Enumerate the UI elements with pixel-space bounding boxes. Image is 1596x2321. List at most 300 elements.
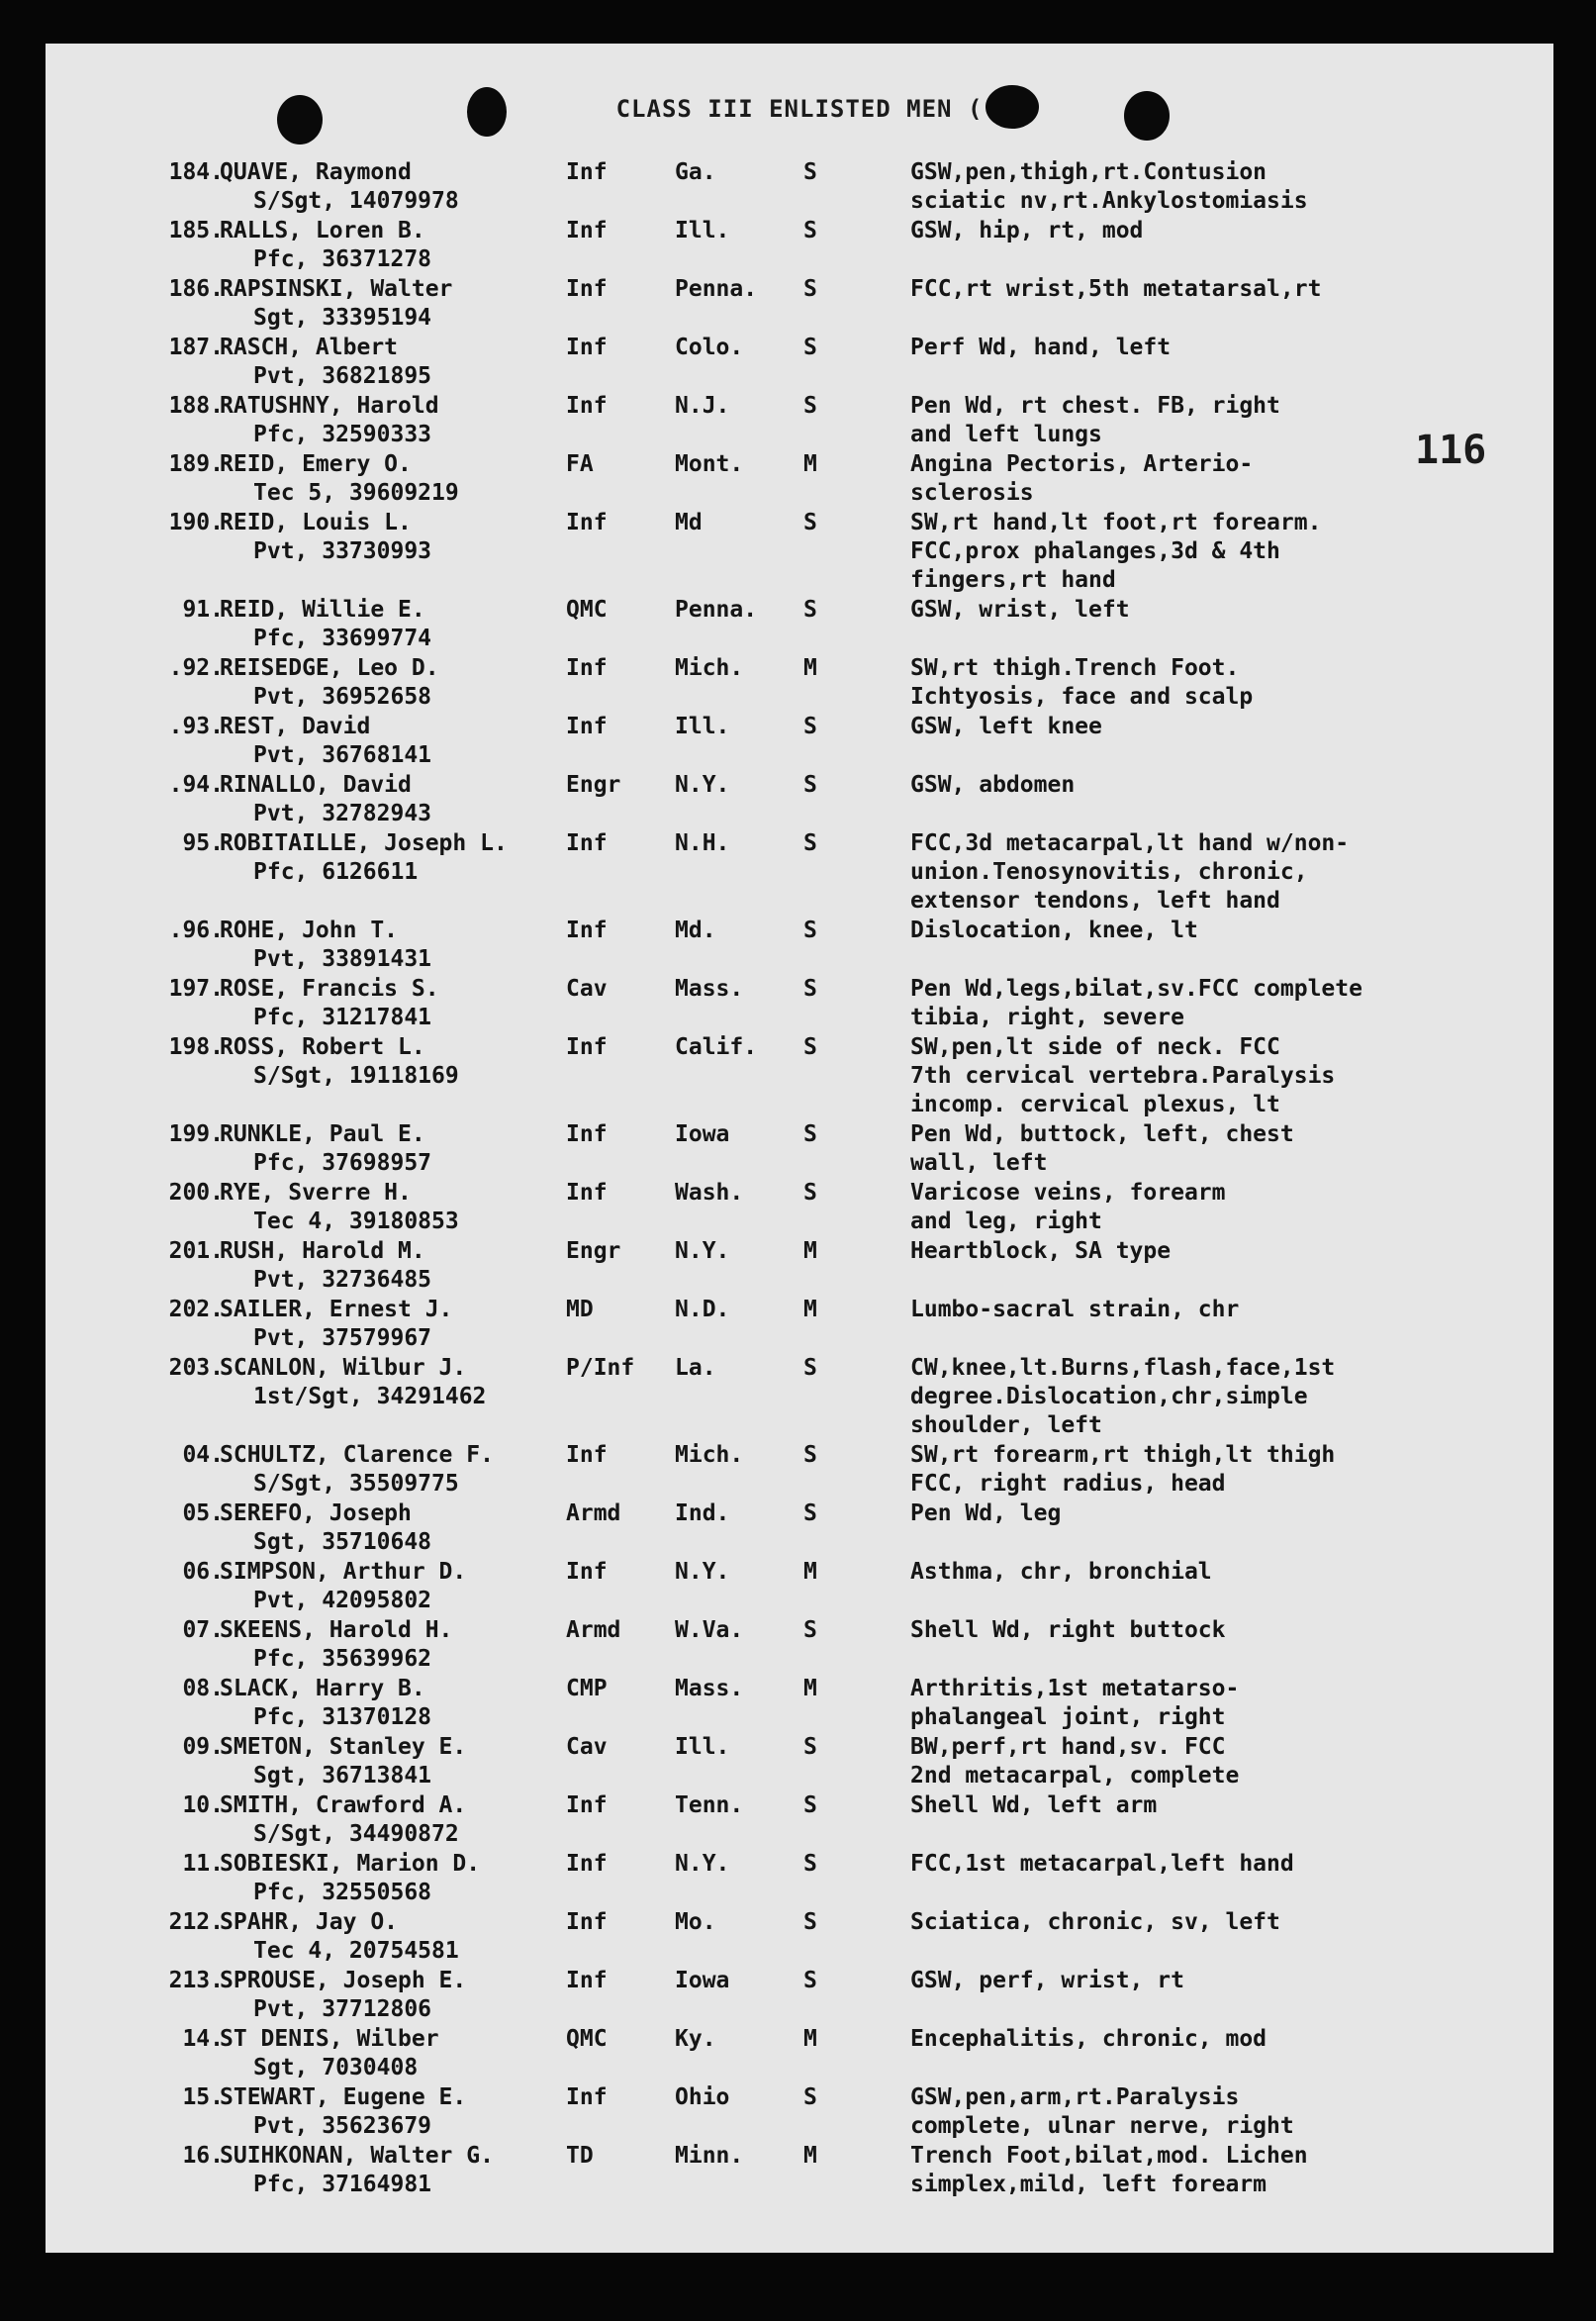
- table-row: [46, 1120, 1553, 1179]
- entry-number: 203.: [168, 1355, 224, 1381]
- soldier-name: RAPSINSKI, Walter: [220, 276, 453, 302]
- diagnosis-line: complete, ulnar nerve, right: [910, 2113, 1294, 2139]
- branch: Inf: [566, 1792, 608, 1818]
- diagnosis-line: union.Tenosynovitis, chronic,: [910, 859, 1308, 885]
- branch: Inf: [566, 918, 608, 943]
- table-row: [46, 1616, 1553, 1675]
- status-code: S: [803, 335, 817, 360]
- diagnosis-line: simplex,mild, left forearm: [910, 2172, 1267, 2197]
- branch: Armd: [566, 1500, 621, 1526]
- diagnosis: [910, 1791, 1157, 1820]
- table-row: [46, 2025, 1553, 2083]
- diagnosis-line: Sciatica, chronic, sv, left: [910, 1909, 1280, 1935]
- soldier-name: SUIHKONAN, Walter G.: [220, 2143, 494, 2169]
- diagnosis: [910, 1179, 1226, 1236]
- status-code: S: [803, 830, 817, 856]
- home-state: Md: [675, 510, 703, 535]
- home-state: Tenn.: [675, 1792, 744, 1818]
- status-code: M: [803, 451, 817, 477]
- diagnosis: [910, 1967, 1184, 1995]
- diagnosis-line: GSW, hip, rt, mod: [910, 218, 1144, 243]
- rank-serial: Pvt, 32782943: [253, 801, 432, 826]
- table-row: [46, 596, 1553, 654]
- diagnosis: [910, 2083, 1294, 2141]
- status-code: S: [803, 1034, 817, 1060]
- diagnosis-line: 2nd metacarpal, complete: [910, 1763, 1240, 1789]
- diagnosis-line: Encephalitis, chronic, mod: [910, 2026, 1267, 2052]
- diagnosis: [910, 917, 1198, 945]
- status-code: M: [803, 2143, 817, 2169]
- rank-serial: S/Sgt, 35509775: [253, 1471, 459, 1497]
- status-code: M: [803, 1676, 817, 1701]
- diagnosis-line: Trench Foot,bilat,mod. Lichen: [910, 2143, 1308, 2169]
- diagnosis: [910, 1850, 1294, 1879]
- entry-number: .93.: [168, 714, 224, 739]
- diagnosis-line: Ichtyosis, face and scalp: [910, 684, 1254, 710]
- diagnosis-line: BW,perf,rt hand,sv. FCC: [910, 1734, 1226, 1760]
- home-state: Iowa: [675, 1968, 730, 1993]
- table-row: [46, 975, 1553, 1033]
- rank-serial: S/Sgt, 19118169: [253, 1063, 459, 1089]
- status-code: S: [803, 1617, 817, 1643]
- diagnosis: [910, 975, 1362, 1032]
- branch: Engr: [566, 772, 621, 798]
- diagnosis-line: and left lungs: [910, 422, 1102, 447]
- soldier-name: ROHE, John T.: [220, 918, 399, 943]
- home-state: Penna.: [675, 597, 758, 623]
- soldier-name: RASCH, Albert: [220, 335, 399, 360]
- branch: Engr: [566, 1238, 621, 1264]
- page-header: CLASS III ENLISTED MEN (: [615, 95, 984, 123]
- soldier-name: SEREFO, Joseph: [220, 1500, 412, 1526]
- roster-list: [46, 158, 1553, 2200]
- home-state: Wash.: [675, 1180, 744, 1206]
- home-state: Mass.: [675, 1676, 744, 1701]
- diagnosis: [910, 596, 1130, 625]
- entry-number: 200.: [168, 1180, 224, 1206]
- table-row: [46, 1675, 1553, 1733]
- rank-serial: Sgt, 33395194: [253, 305, 432, 331]
- diagnosis: [910, 1354, 1335, 1440]
- status-code: S: [803, 393, 817, 419]
- status-code: S: [803, 1442, 817, 1468]
- home-state: Mich.: [675, 1442, 744, 1468]
- home-state: W.Va.: [675, 1617, 744, 1643]
- branch: Inf: [566, 393, 608, 419]
- entry-number: 202.: [168, 1297, 224, 1322]
- diagnosis-line: Pen Wd, leg: [910, 1500, 1062, 1526]
- diagnosis: [910, 1441, 1335, 1499]
- soldier-name: REST, David: [220, 714, 371, 739]
- diagnosis: [910, 2142, 1308, 2199]
- home-state: Calif.: [675, 1034, 758, 1060]
- entry-number: 07.: [182, 1617, 224, 1643]
- diagnosis-line: Asthma, chr, bronchial: [910, 1559, 1212, 1585]
- home-state: N.H.: [675, 830, 730, 856]
- entry-number: 06.: [182, 1559, 224, 1585]
- diagnosis-line: FCC,3d metacarpal,lt hand w/non-: [910, 830, 1350, 856]
- rank-serial: Pfc, 36371278: [253, 246, 432, 272]
- rank-serial: Pvt, 37712806: [253, 1996, 432, 2022]
- entry-number: .94.: [168, 772, 224, 798]
- home-state: Ill.: [675, 1734, 730, 1760]
- entry-number: 14.: [182, 2026, 224, 2052]
- branch: Inf: [566, 159, 608, 185]
- rank-serial: Pfc, 37698957: [253, 1150, 432, 1176]
- diagnosis: [910, 1616, 1226, 1645]
- soldier-name: RYE, Sverre H.: [220, 1180, 412, 1206]
- entry-number: 04.: [182, 1442, 224, 1468]
- status-code: S: [803, 918, 817, 943]
- branch: Inf: [566, 714, 608, 739]
- home-state: Iowa: [675, 1121, 730, 1147]
- rank-serial: S/Sgt, 14079978: [253, 188, 459, 214]
- status-code: S: [803, 1500, 817, 1526]
- branch: Inf: [566, 1180, 608, 1206]
- rank-serial: Pfc, 32550568: [253, 1880, 432, 1905]
- diagnosis-line: Lumbo-sacral strain, chr: [910, 1297, 1240, 1322]
- diagnosis-line: FCC,prox phalanges,3d & 4th: [910, 538, 1280, 564]
- status-code: S: [803, 976, 817, 1002]
- table-row: [46, 1791, 1553, 1850]
- home-state: Ga.: [675, 159, 716, 185]
- rank-serial: Tec 4, 39180853: [253, 1209, 459, 1234]
- table-row: [46, 1179, 1553, 1237]
- branch: Inf: [566, 1851, 608, 1877]
- entry-number: 95.: [182, 830, 224, 856]
- rank-serial: Pfc, 33699774: [253, 626, 432, 651]
- diagnosis-line: tibia, right, severe: [910, 1005, 1184, 1030]
- diagnosis: [910, 392, 1280, 449]
- branch: Inf: [566, 335, 608, 360]
- soldier-name: SPROUSE, Joseph E.: [220, 1968, 467, 1993]
- table-row: [46, 275, 1553, 334]
- diagnosis: [910, 275, 1321, 304]
- diagnosis-line: FCC, right radius, head: [910, 1471, 1226, 1497]
- home-state: N.Y.: [675, 772, 730, 798]
- entry-number: 91.: [182, 597, 224, 623]
- diagnosis-line: Pen Wd, buttock, left, chest: [910, 1121, 1294, 1147]
- soldier-name: SAILER, Ernest J.: [220, 1297, 453, 1322]
- rank-serial: 1st/Sgt, 34291462: [253, 1384, 487, 1409]
- home-state: Mass.: [675, 976, 744, 1002]
- diagnosis: [910, 829, 1349, 916]
- diagnosis-line: Arthritis,1st metatarso-: [910, 1676, 1240, 1701]
- rank-serial: Sgt, 36713841: [253, 1763, 432, 1789]
- home-state: N.J.: [675, 393, 730, 419]
- table-row: [46, 1033, 1553, 1120]
- entry-number: 199.: [168, 1121, 224, 1147]
- status-code: S: [803, 1792, 817, 1818]
- status-code: S: [803, 1121, 817, 1147]
- table-row: [46, 509, 1553, 596]
- diagnosis-line: SW,rt thigh.Trench Foot.: [910, 655, 1240, 681]
- home-state: Ohio: [675, 2084, 730, 2110]
- diagnosis: [910, 1558, 1212, 1587]
- table-row: [46, 1908, 1553, 1967]
- soldier-name: SCHULTZ, Clarence F.: [220, 1442, 494, 1468]
- status-code: S: [803, 276, 817, 302]
- status-code: S: [803, 597, 817, 623]
- diagnosis-line: incomp. cervical plexus, lt: [910, 1092, 1280, 1117]
- table-row: [46, 2142, 1553, 2200]
- diagnosis: [910, 1908, 1280, 1937]
- home-state: Ill.: [675, 714, 730, 739]
- table-row: [46, 2083, 1553, 2142]
- soldier-name: SCANLON, Wilbur J.: [220, 1355, 467, 1381]
- soldier-name: QUAVE, Raymond: [220, 159, 412, 185]
- rank-serial: Pvt, 37579967: [253, 1325, 432, 1351]
- diagnosis: [910, 217, 1143, 245]
- home-state: Mont.: [675, 451, 744, 477]
- diagnosis: [910, 654, 1253, 712]
- branch: Inf: [566, 276, 608, 302]
- entry-number: 16.: [182, 2143, 224, 2169]
- home-state: Ind.: [675, 1500, 730, 1526]
- rank-serial: Pfc, 35639962: [253, 1646, 432, 1672]
- entry-number: 212.: [168, 1909, 224, 1935]
- table-row: [46, 334, 1553, 392]
- rank-serial: Pvt, 36952658: [253, 684, 432, 710]
- home-state: La.: [675, 1355, 716, 1381]
- branch: Armd: [566, 1617, 621, 1643]
- diagnosis: [910, 1296, 1239, 1324]
- status-code: M: [803, 1559, 817, 1585]
- rank-serial: S/Sgt, 34490872: [253, 1821, 459, 1847]
- status-code: S: [803, 1851, 817, 1877]
- branch: Inf: [566, 218, 608, 243]
- diagnosis-line: SW,rt forearm,rt thigh,lt thigh: [910, 1442, 1336, 1468]
- soldier-name: RATUSHNY, Harold: [220, 393, 439, 419]
- branch: Inf: [566, 2084, 608, 2110]
- diagnosis-line: GSW, abdomen: [910, 772, 1076, 798]
- rank-serial: Tec 5, 39609219: [253, 480, 459, 506]
- diagnosis-line: GSW, left knee: [910, 714, 1102, 739]
- entry-number: 185.: [168, 218, 224, 243]
- rank-serial: Pvt, 42095802: [253, 1588, 432, 1613]
- branch: Cav: [566, 976, 608, 1002]
- soldier-name: RALLS, Loren B.: [220, 218, 425, 243]
- rank-serial: Pfc, 37164981: [253, 2172, 432, 2197]
- soldier-name: REID, Emery O.: [220, 451, 412, 477]
- diagnosis-line: CW,knee,lt.Burns,flash,face,1st: [910, 1355, 1336, 1381]
- entry-number: 197.: [168, 976, 224, 1002]
- status-code: M: [803, 2026, 817, 2052]
- diagnosis-line: Perf Wd, hand, left: [910, 335, 1172, 360]
- table-row: [46, 1441, 1553, 1499]
- soldier-name: REID, Willie E.: [220, 597, 425, 623]
- entry-number: 186.: [168, 276, 224, 302]
- diagnosis-line: GSW,pen,thigh,rt.Contusion: [910, 159, 1267, 185]
- page-number-mark: 116: [1415, 428, 1487, 473]
- diagnosis-line: SW,pen,lt side of neck. FCC: [910, 1034, 1280, 1060]
- status-code: S: [803, 2084, 817, 2110]
- diagnosis-line: degree.Dislocation,chr,simple: [910, 1384, 1308, 1409]
- rank-serial: Sgt, 35710648: [253, 1529, 432, 1555]
- diagnosis: [910, 450, 1253, 508]
- branch: QMC: [566, 2026, 608, 2052]
- branch: QMC: [566, 597, 608, 623]
- diagnosis: [910, 1237, 1171, 1266]
- rank-serial: Pfc, 6126611: [253, 859, 419, 885]
- diagnosis-line: phalangeal joint, right: [910, 1704, 1226, 1730]
- status-code: S: [803, 159, 817, 185]
- diagnosis: [910, 509, 1321, 595]
- branch: Inf: [566, 830, 608, 856]
- home-state: N.Y.: [675, 1238, 730, 1264]
- diagnosis-line: Shell Wd, left arm: [910, 1792, 1158, 1818]
- status-code: M: [803, 655, 817, 681]
- entry-number: 188.: [168, 393, 224, 419]
- soldier-name: SMETON, Stanley E.: [220, 1734, 467, 1760]
- branch: CMP: [566, 1676, 608, 1701]
- status-code: S: [803, 1968, 817, 1993]
- diagnosis-line: Shell Wd, right buttock: [910, 1617, 1226, 1643]
- diagnosis: [910, 334, 1171, 362]
- diagnosis-line: wall, left: [910, 1150, 1048, 1176]
- diagnosis-line: fingers,rt hand: [910, 567, 1116, 593]
- branch: P/Inf: [566, 1355, 635, 1381]
- table-row: [46, 917, 1553, 975]
- entry-number: 184.: [168, 159, 224, 185]
- entry-number: 15.: [182, 2084, 224, 2110]
- table-row: [46, 217, 1553, 275]
- branch: Inf: [566, 1909, 608, 1935]
- status-code: S: [803, 772, 817, 798]
- soldier-name: SLACK, Harry B.: [220, 1676, 425, 1701]
- branch: Inf: [566, 655, 608, 681]
- table-row: [46, 771, 1553, 829]
- diagnosis-line: Dislocation, knee, lt: [910, 918, 1198, 943]
- diagnosis: [910, 771, 1075, 800]
- home-state: Md.: [675, 918, 716, 943]
- soldier-name: ST DENIS, Wilber: [220, 2026, 439, 2052]
- soldier-name: RINALLO, David: [220, 772, 412, 798]
- entry-number: .96.: [168, 918, 224, 943]
- diagnosis-line: 7th cervical vertebra.Paralysis: [910, 1063, 1336, 1089]
- soldier-name: SIMPSON, Arthur D.: [220, 1559, 467, 1585]
- table-row: [46, 1296, 1553, 1354]
- status-code: S: [803, 1355, 817, 1381]
- diagnosis-line: Pen Wd, rt chest. FB, right: [910, 393, 1280, 419]
- soldier-name: REISEDGE, Leo D.: [220, 655, 439, 681]
- diagnosis: [910, 1733, 1239, 1790]
- diagnosis: [910, 1033, 1335, 1119]
- branch: Inf: [566, 1442, 608, 1468]
- diagnosis-line: and leg, right: [910, 1209, 1102, 1234]
- rank-serial: Pfc, 31370128: [253, 1704, 432, 1730]
- branch: FA: [566, 451, 594, 477]
- rank-serial: Pvt, 33891431: [253, 946, 432, 972]
- status-code: S: [803, 218, 817, 243]
- home-state: Ill.: [675, 218, 730, 243]
- diagnosis-line: FCC,1st metacarpal,left hand: [910, 1851, 1294, 1877]
- home-state: Minn.: [675, 2143, 744, 2169]
- diagnosis-line: extensor tendons, left hand: [910, 888, 1280, 914]
- diagnosis-line: sciatic nv,rt.Ankylostomiasis: [910, 188, 1308, 214]
- status-code: S: [803, 510, 817, 535]
- diagnosis-line: GSW,pen,arm,rt.Paralysis: [910, 2084, 1240, 2110]
- home-state: Colo.: [675, 335, 744, 360]
- rank-serial: Tec 4, 20754581: [253, 1938, 459, 1964]
- branch: MD: [566, 1297, 594, 1322]
- diagnosis: [910, 1675, 1239, 1732]
- branch: Inf: [566, 1034, 608, 1060]
- rank-serial: Sgt, 7030408: [253, 2055, 419, 2080]
- entry-number: 190.: [168, 510, 224, 535]
- diagnosis-line: Varicose veins, forearm: [910, 1180, 1226, 1206]
- branch: Cav: [566, 1734, 608, 1760]
- table-row: [46, 654, 1553, 713]
- soldier-name: SMITH, Crawford A.: [220, 1792, 467, 1818]
- status-code: S: [803, 714, 817, 739]
- rank-serial: Pvt, 32736485: [253, 1267, 432, 1293]
- entry-number: 10.: [182, 1792, 224, 1818]
- entry-number: 198.: [168, 1034, 224, 1060]
- home-state: Mich.: [675, 655, 744, 681]
- table-row: [46, 392, 1553, 450]
- home-state: N.D.: [675, 1297, 730, 1322]
- entry-number: 201.: [168, 1238, 224, 1264]
- entry-number: 213.: [168, 1968, 224, 1993]
- diagnosis-line: Heartblock, SA type: [910, 1238, 1172, 1264]
- branch: Inf: [566, 1559, 608, 1585]
- rank-serial: Pfc, 31217841: [253, 1005, 432, 1030]
- home-state: Mo.: [675, 1909, 716, 1935]
- entry-number: .92.: [168, 655, 224, 681]
- table-row: [46, 1733, 1553, 1791]
- table-row: [46, 713, 1553, 771]
- entry-number: 189.: [168, 451, 224, 477]
- table-row: [46, 1499, 1553, 1558]
- branch: TD: [566, 2143, 594, 2169]
- entry-number: 11.: [182, 1851, 224, 1877]
- soldier-name: ROSE, Francis S.: [220, 976, 439, 1002]
- diagnosis-line: SW,rt hand,lt foot,rt forearm.: [910, 510, 1322, 535]
- diagnosis-line: GSW, wrist, left: [910, 597, 1130, 623]
- rank-serial: Pvt, 36768141: [253, 742, 432, 768]
- table-row: [46, 1558, 1553, 1616]
- diagnosis: [910, 1499, 1061, 1528]
- diagnosis-line: Angina Pectoris, Arterio-: [910, 451, 1254, 477]
- soldier-name: REID, Louis L.: [220, 510, 412, 535]
- diagnosis-line: sclerosis: [910, 480, 1034, 506]
- diagnosis: [910, 713, 1102, 741]
- soldier-name: SPAHR, Jay O.: [220, 1909, 399, 1935]
- table-row: [46, 158, 1553, 217]
- entry-number: 187.: [168, 335, 224, 360]
- table-row: [46, 829, 1553, 917]
- branch: Inf: [566, 1968, 608, 1993]
- diagnosis: [910, 2025, 1267, 2054]
- diagnosis-line: FCC,rt wrist,5th metatarsal,rt: [910, 276, 1322, 302]
- rank-serial: Pfc, 32590333: [253, 422, 432, 447]
- home-state: N.Y.: [675, 1851, 730, 1877]
- status-code: S: [803, 1909, 817, 1935]
- soldier-name: SOBIESKI, Marion D.: [220, 1851, 481, 1877]
- branch: Inf: [566, 510, 608, 535]
- diagnosis-line: GSW, perf, wrist, rt: [910, 1968, 1184, 1993]
- diagnosis-line: shoulder, left: [910, 1412, 1102, 1438]
- entry-number: 08.: [182, 1676, 224, 1701]
- soldier-name: SKEENS, Harold H.: [220, 1617, 453, 1643]
- home-state: Ky.: [675, 2026, 716, 2052]
- soldier-name: ROSS, Robert L.: [220, 1034, 425, 1060]
- status-code: M: [803, 1238, 817, 1264]
- status-code: S: [803, 1734, 817, 1760]
- entry-number: 09.: [182, 1734, 224, 1760]
- table-row: [46, 450, 1553, 509]
